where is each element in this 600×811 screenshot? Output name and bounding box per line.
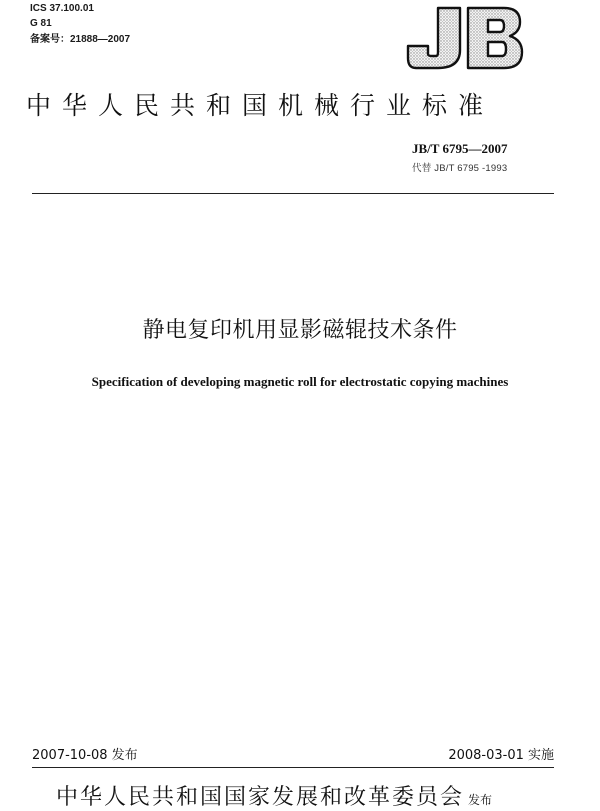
replaces-standard: 代替 JB/T 6795 -1993 bbox=[412, 163, 508, 174]
issuer-suffix: 发布 bbox=[468, 793, 493, 807]
filing-number: 备案号：21888—2007 bbox=[30, 34, 131, 45]
issuer-name: 中华人民共和国国家发展和改革委员会 bbox=[56, 785, 465, 810]
header-divider bbox=[32, 193, 554, 194]
issue-date: 2007-10-08 发布 bbox=[32, 748, 138, 763]
ics-code: ICS 37.100.01 bbox=[30, 3, 94, 14]
jb-logo bbox=[404, 4, 524, 72]
footer-divider bbox=[32, 767, 554, 768]
implementation-date: 2008-03-01 实施 bbox=[448, 748, 554, 763]
standard-code: JB/T 6795—2007 bbox=[412, 141, 508, 156]
standard-category-title: 中华人民共和国机械行业标准 bbox=[26, 91, 495, 120]
document-title-zh: 静电复印机用显影磁辊技术条件 bbox=[142, 318, 458, 343]
logo-letters bbox=[408, 8, 522, 68]
ccs-code: G 81 bbox=[30, 18, 52, 29]
document-title-en: Specification of developing magnetic roll for electrostatic copying machines bbox=[91, 374, 509, 389]
